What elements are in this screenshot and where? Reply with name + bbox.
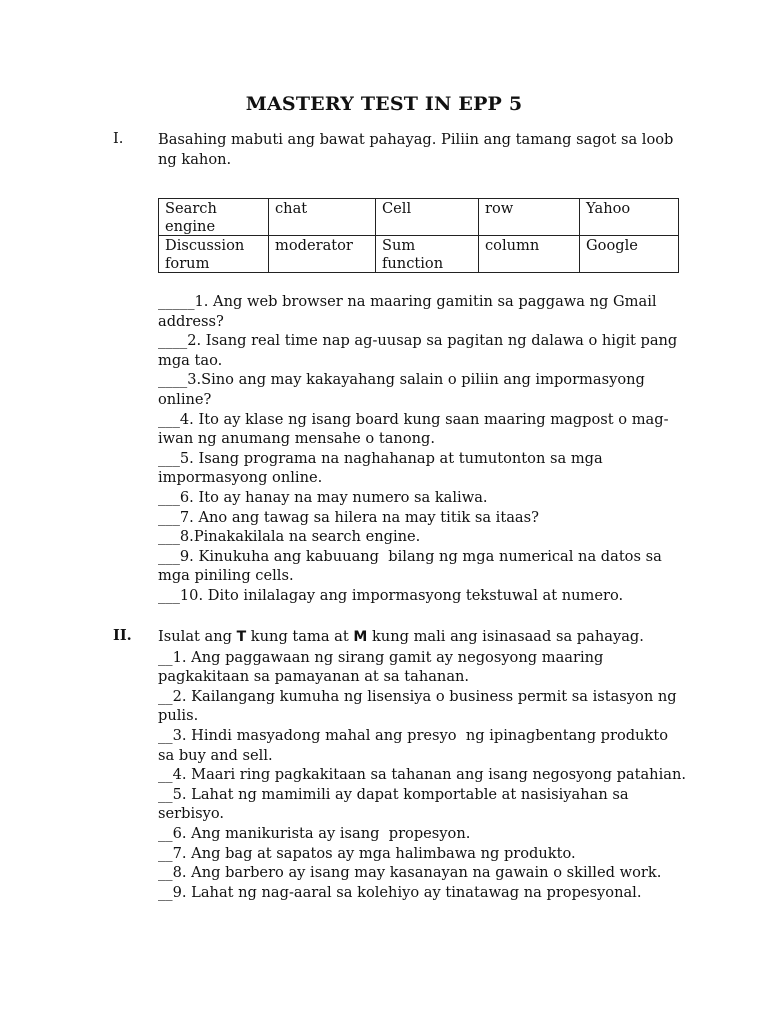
false-key: M <box>353 629 368 645</box>
question-item: ___7. Ano ang tawag sa hilera na may titik sa itaas? <box>158 508 539 526</box>
question-item: __6. Ang manikurista ay isang propesyon. <box>158 824 471 842</box>
question-item: ___10. Dito inilalagay ang impormasyong tekstuwal at numero. <box>158 586 624 604</box>
table-cell: Discussion forum <box>159 236 269 273</box>
table-cell: Google <box>580 236 679 273</box>
question-item: __3. Hindi masyadong mahal ang presyo ng ipinagbentang produkto sa buy and sell. <box>158 726 673 764</box>
section-1-items <box>158 292 688 606</box>
section-2-number: II. <box>113 627 132 644</box>
table-cell: Sum function <box>376 236 479 273</box>
question-item: ___4. Ito ay klase ng isang board kung saan maaring magpost o mag-iwan ng anumang mensahe o tanong. <box>158 410 669 448</box>
table-row <box>159 236 679 273</box>
section-2-instruction <box>158 627 688 648</box>
question-item: ____3.Sino ang may kakayahang salain o piliin ang impormasyong online? <box>158 371 650 408</box>
question-item: ____2. Isang real time nap ag-uusap sa pagitan ng dalawa o higit pang mga tao. <box>158 332 682 369</box>
instruction-text: kung tama at <box>246 628 354 645</box>
question-item: __5. Lahat ng mamimili ay dapat komportable at nasisiyahan sa serbisyo. <box>158 785 634 823</box>
table-row <box>159 199 679 236</box>
table-cell: Search engine <box>159 199 269 236</box>
true-key: T <box>236 629 247 645</box>
table-cell: row <box>479 199 580 236</box>
question-item: __1. Ang paggawaan ng sirang gamit ay negosyong maaring pagkakitaan sa pamayanan at sa tahanan. <box>158 648 608 686</box>
question-item: ___5. Isang programa na naghahanap at tumutonton sa mga impormasyong online. <box>158 449 608 487</box>
question-item: _____1. Ang web browser na maaring gamitin sa paggawa ng Gmail address? <box>158 293 662 330</box>
instruction-text: Isulat ang <box>158 628 237 645</box>
question-item: __9. Lahat ng nag-aaral sa kolehiyo ay tinatawag na propesyonal. <box>158 883 642 901</box>
table-cell: Cell <box>376 199 479 236</box>
question-item: __8. Ang barbero ay isang may kasanayan na gawain o skilled work. <box>158 864 662 882</box>
question-item: ___6. Ito ay hanay na may numero sa kaliwa. <box>158 488 488 506</box>
table-cell: column <box>479 236 580 273</box>
question-item: ___9. Kinukuha ang kabuuang bilang ng mga numerical na datos sa mga piniling cells. <box>158 547 667 585</box>
question-item: __7. Ang bag at sapatos ay mga halimbawa ng produkto. <box>158 844 576 862</box>
table-cell: Yahoo <box>580 199 679 236</box>
table-cell: chat <box>269 199 376 236</box>
question-item: ___8.Pinakakilala na search engine. <box>158 528 421 546</box>
page-title: MASTERY TEST IN EPP 5 <box>245 93 523 115</box>
table-cell: moderator <box>269 236 376 273</box>
question-item: __2. Kailangang kumuha ng lisensiya o business permit sa istasyon ng pulis. <box>158 687 682 725</box>
choices-table <box>158 198 679 273</box>
instruction-text: kung mali ang isinasaad sa pahayag. <box>367 628 644 645</box>
section-2-items <box>158 627 688 902</box>
section-1-instruction: Basahing mabuti ang bawat pahayag. Piliin ang tamang sagot sa loob ng kahon. <box>158 131 674 168</box>
question-item: __4. Maari ring pagkakitaan sa tahanan ang isang negosyong patahian. <box>158 766 686 784</box>
section-1-number: I. <box>113 130 124 147</box>
